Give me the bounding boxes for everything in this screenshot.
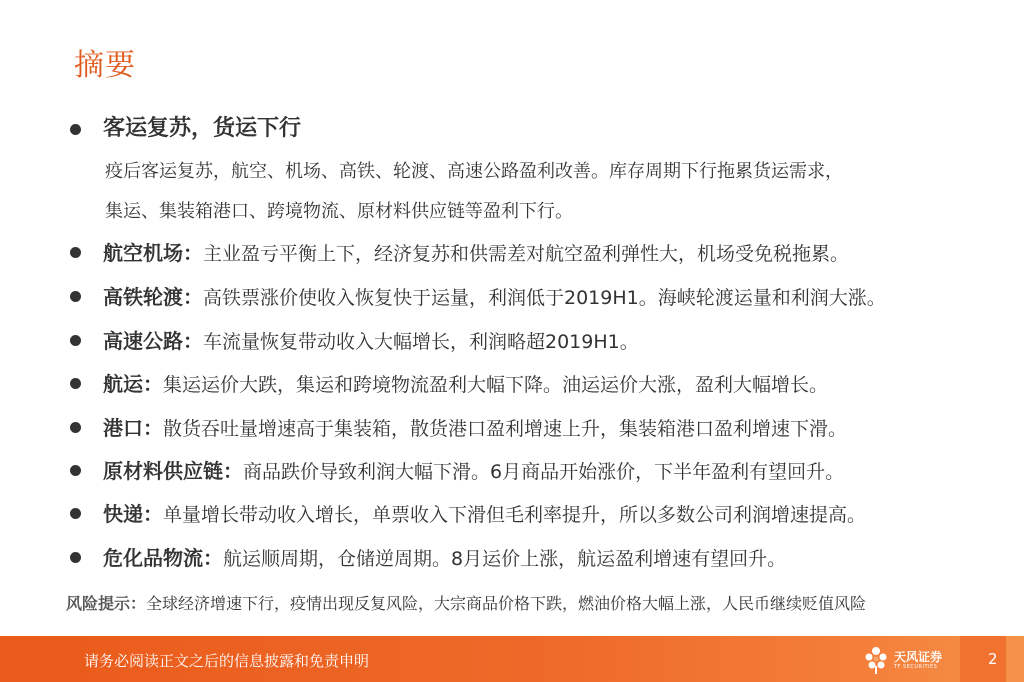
bullet-icon (70, 422, 81, 433)
disclaimer-link[interactable]: 请务必阅读正文之后的信息披露和免责申明 (84, 652, 370, 670)
item-text: 集运运价大跌，集运和跨境物流盈利大幅下降。油运运价大涨，盈利大幅增长。 (163, 374, 829, 396)
item-line (103, 240, 849, 267)
item-line (103, 458, 844, 485)
bullet-icon (70, 124, 81, 135)
company-logo (862, 644, 942, 676)
item-line (103, 545, 786, 572)
risk-warning (66, 591, 866, 614)
logo-subtitle: TF SECURITIES (894, 664, 938, 670)
risk-label: 风险提示： (66, 594, 147, 613)
item-heading: 客运复苏，货运下行 (103, 116, 302, 141)
item-heading: 航运： (103, 372, 163, 396)
item-line (103, 371, 828, 398)
item-heading: 高速公路： (103, 329, 203, 353)
item-text-line: 集运、集装箱港口、跨境物流、原材料供应链等盈利下行。 (105, 201, 573, 222)
item-heading: 危化品物流： (103, 546, 223, 570)
bullet-icon (70, 378, 81, 389)
item-line (103, 415, 847, 442)
bullet-icon (70, 247, 81, 258)
bullet-icon (70, 335, 81, 346)
logo-name: 天风证券 (894, 650, 943, 664)
item-heading: 快递： (103, 502, 163, 526)
item-text: 高铁票涨价使收入恢复快于运量，利润低于2019H1。海峡轮渡运量和利润大涨。 (203, 287, 886, 309)
item-heading: 高铁轮渡： (103, 285, 203, 309)
item-text: 散货吞吐量增速高于集装箱，散货港口盈利增速上升，集装箱港口盈利增速下滑。 (163, 418, 848, 440)
bullet-icon (70, 552, 81, 563)
bullet-icon (70, 465, 81, 476)
item-text-line: 疫后客运复苏，航空、机场、高铁、轮渡、高速公路盈利改善。库存周期下行拖累货运需求， (105, 161, 843, 182)
item-text: 单量增长带动收入增长，单票收入下滑但毛利率提升，所以多数公司利润增速提高。 (163, 504, 867, 526)
item-text: 主业盈亏平衡上下，经济复苏和供需差对航空盈利弹性大，机场受免税拖累。 (203, 243, 850, 265)
slide-title: 摘要 (74, 48, 136, 83)
item-heading: 航空机场： (103, 241, 203, 265)
item-line (103, 284, 886, 311)
item-text: 航运顺周期，仓储逆周期。8月运价上涨，航运盈利增速有望回升。 (223, 548, 787, 570)
page-number: 2 (988, 650, 998, 668)
item-heading: 原材料供应链： (103, 459, 243, 483)
page-number-box (960, 636, 1006, 682)
bullet-icon (70, 291, 81, 302)
item-text: 商品跌价导致利润大幅下滑。6月商品开始涨价，下半年盈利有望回升。 (243, 461, 845, 483)
item-line (103, 328, 639, 355)
risk-text: 全球经济增速下行，疫情出现反复风险，大宗商品价格下跌，燃油价格大幅上涨，人民币继续贬值风险 (146, 594, 867, 613)
footer-bar (0, 636, 1024, 682)
item-line (103, 501, 866, 528)
flower-logo-icon (862, 644, 890, 674)
item-heading: 港口： (103, 416, 163, 440)
item-text: 车流量恢复带动收入大幅增长，利润略超2019H1。 (203, 331, 639, 353)
bullet-icon (70, 508, 81, 519)
